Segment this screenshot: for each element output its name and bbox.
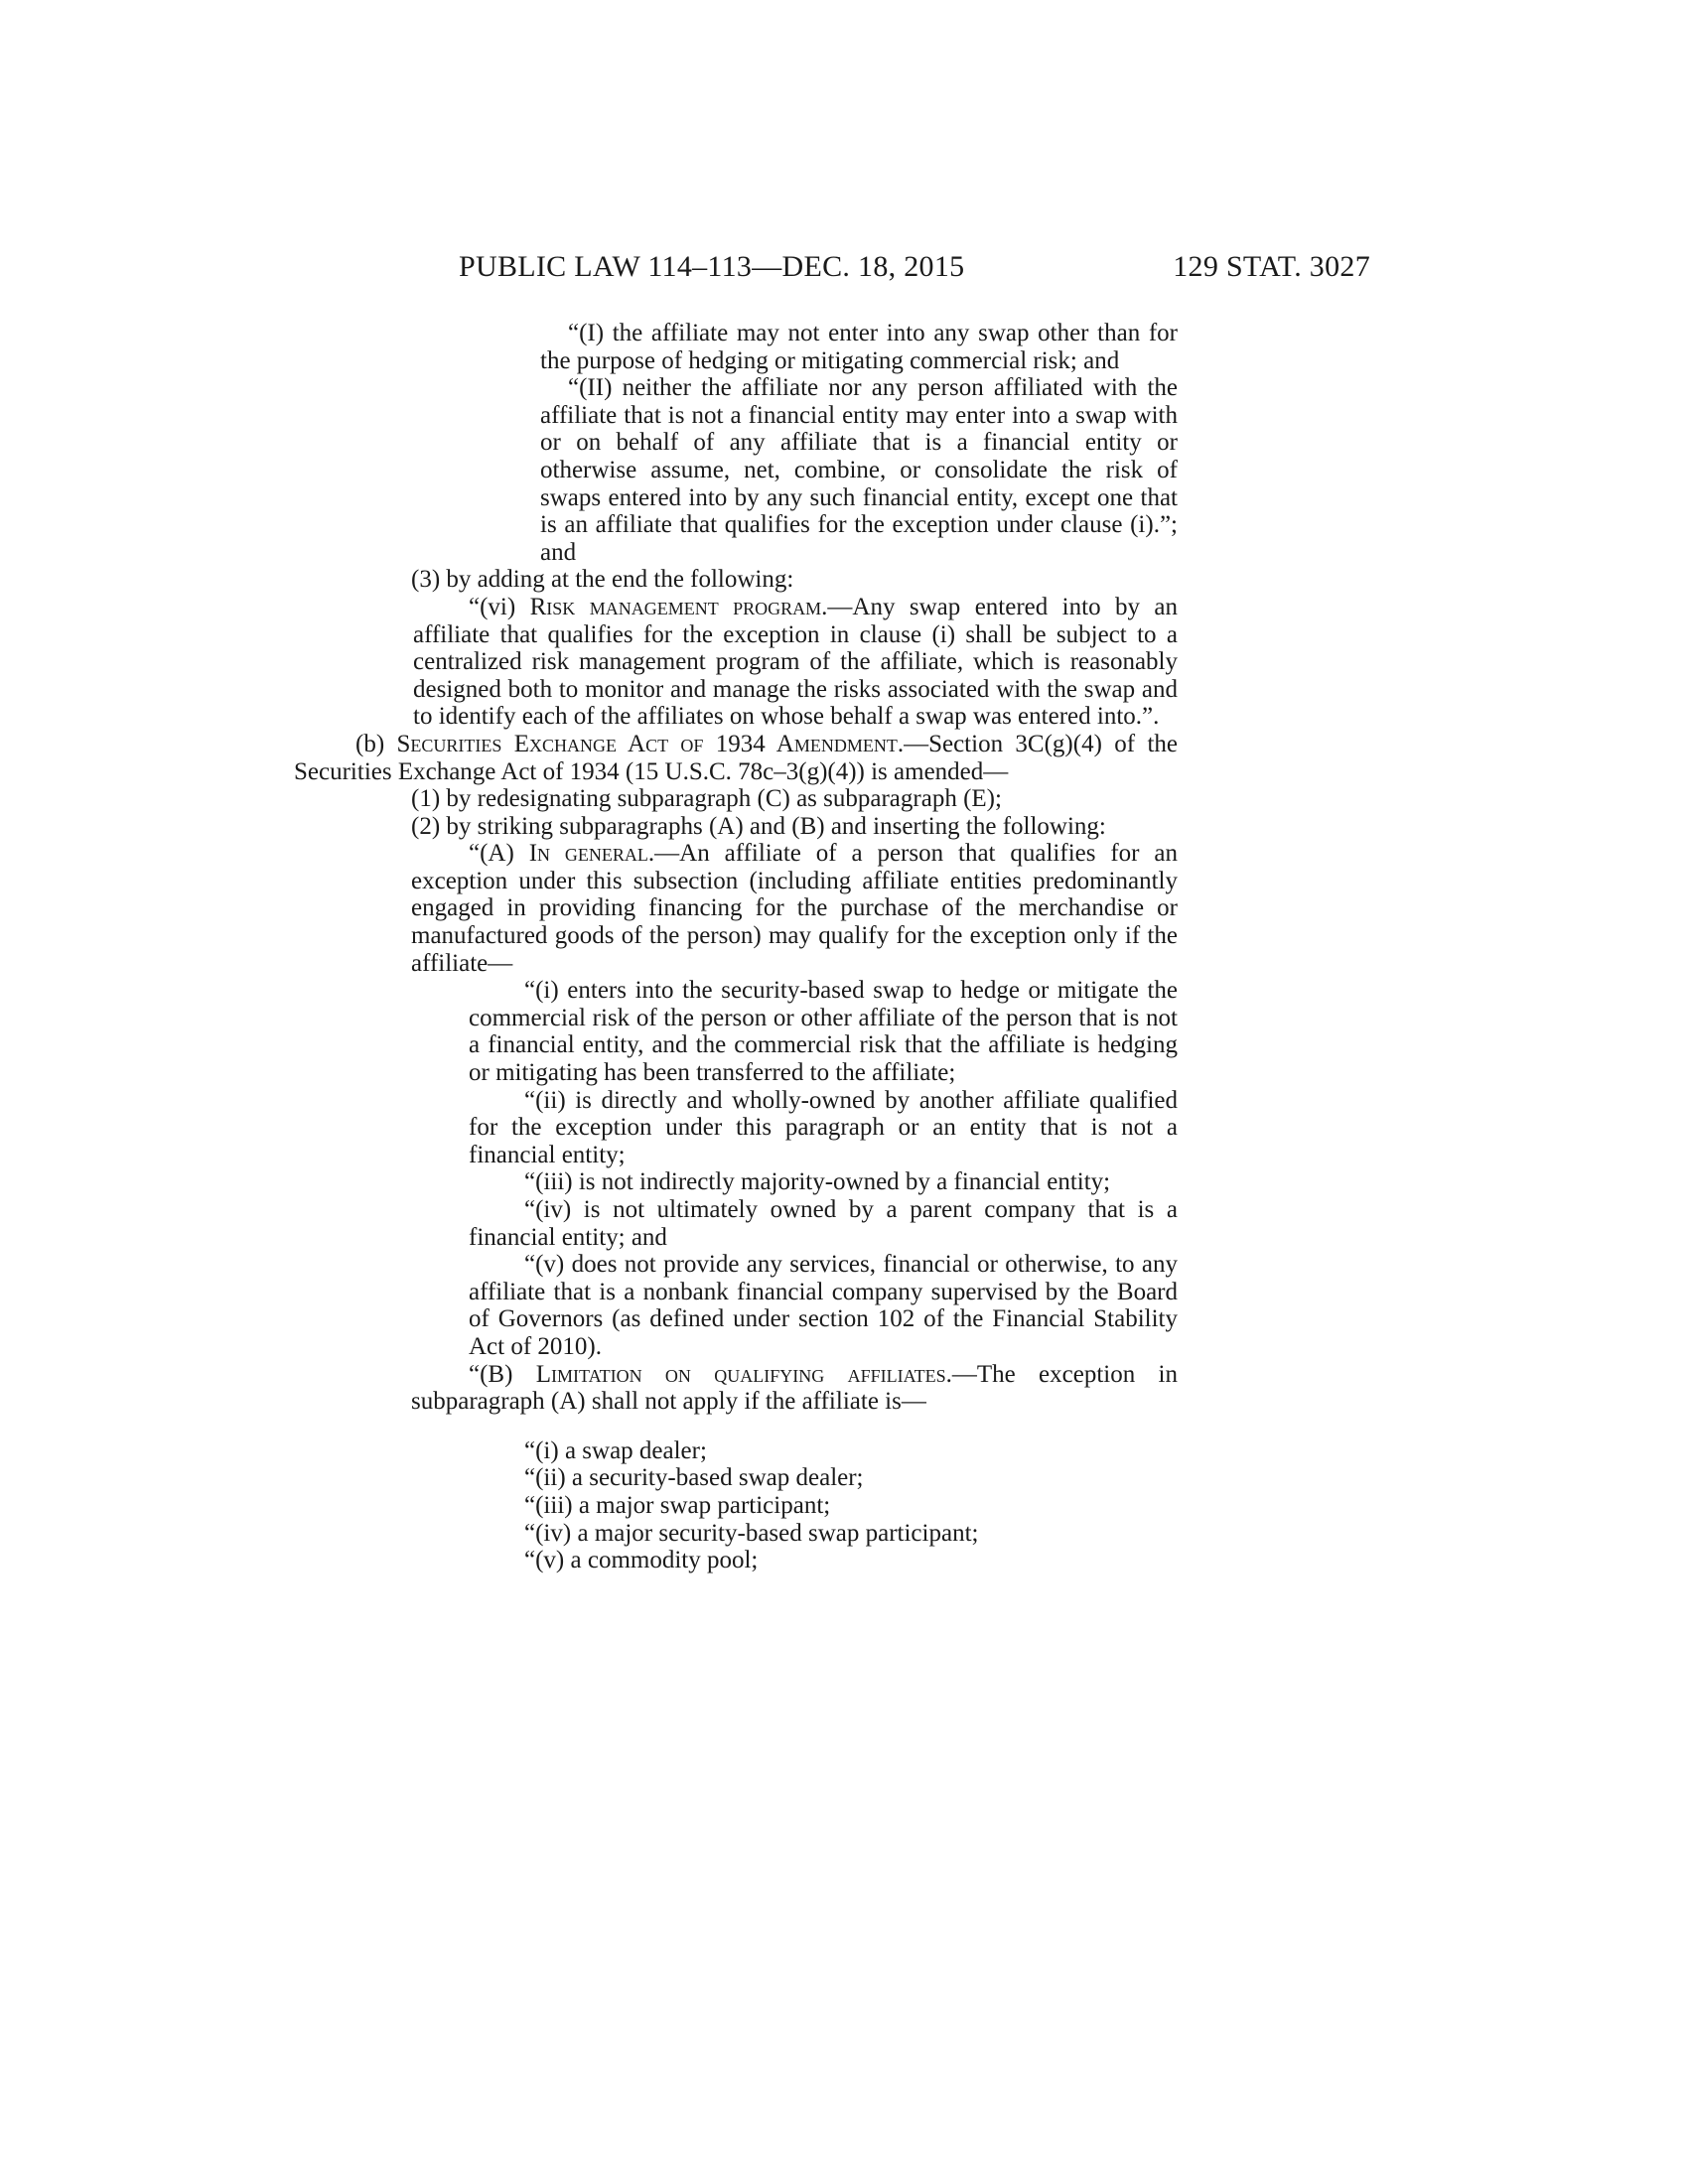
subsection-b-lead: (b) bbox=[355, 730, 397, 757]
list-item-ii: “(ii) a security-based swap dealer; bbox=[524, 1464, 864, 1492]
list-item-i: “(i) a swap dealer; bbox=[524, 1436, 707, 1464]
list-item-v: “(v) a commodity pool; bbox=[524, 1547, 759, 1574]
paragraph-3: (3) by adding at the end the following: bbox=[411, 566, 794, 594]
subparagraph-B-text: .—The exception in subparagraph (A) shall not apply if the affiliate is— bbox=[411, 1360, 1178, 1416]
subsection-b bbox=[294, 731, 1178, 785]
clause-i: “(i) enters into the security-based swap to hedge or mitigate the commercial risk of the person or other affiliate of the person that is not a financial entity, and the commercial risk that the affiliate is hedging or mitigating has been transferred to the affiliate; bbox=[469, 977, 1178, 1087]
subclause-II: “(II) neither the affiliate nor any person affiliated with the affiliate that is not a financial entity may enter into a swap with or on behalf of any affiliate that is a financial entity or otherwise assume, net, combine, or consolidate the risk of swaps entered into by any such financial entity, except one that is an affiliate that qualifies for the exception under clause (i).”; and bbox=[540, 374, 1178, 566]
clause-iv: “(iv) is not ultimately owned by a parent company that is a financial entity; and bbox=[469, 1196, 1178, 1251]
clause-vi-text: .—Any swap entered into by an affiliate that qualifies for the exception in clause (i) shall be subject to a centralized risk management program of the affiliate, which is reasonably designed both to monitor and manage the risks associated with the swap and to identify each of the affiliates on whose behalf a swap was entered into.”. bbox=[413, 593, 1179, 731]
running-header bbox=[459, 250, 1370, 290]
subparagraph-A-text: .—An affiliate of a person that qualifies for an exception under this subsection (including affiliate entities predominantly engaged in providing financing for the purchase of the merchandise or manufactured goods of the person) may qualify for the exception only if the affiliate— bbox=[411, 840, 1178, 977]
subparagraph-B-heading: Limitation on qualifying affiliates bbox=[535, 1360, 946, 1388]
clause-ii: “(ii) is directly and wholly-owned by another affiliate qualified for the exception under this paragraph or an entity that is not a financial entity; bbox=[469, 1086, 1178, 1168]
clause-vi-heading: Risk management program bbox=[529, 593, 822, 620]
subclause-I: “(I) the affiliate may not enter into any swap other than for the purpose of hedging or mitigating commercial risk; and bbox=[540, 320, 1178, 374]
subparagraph-A bbox=[411, 840, 1178, 977]
header-statute-page: 129 STAT. 3027 bbox=[1173, 250, 1370, 283]
subparagraph-A-heading: In general bbox=[528, 840, 648, 868]
header-law-citation: PUBLIC LAW 114–113—DEC. 18, 2015 bbox=[459, 250, 965, 283]
subparagraph-A-lead: “(A) bbox=[469, 840, 529, 868]
document-body bbox=[294, 320, 1178, 1574]
clause-vi-lead: “(vi) bbox=[469, 593, 530, 620]
clause-v: “(v) does not provide any services, financial or otherwise, to any affiliate that is a nonbank financial company supervised by the Board of Governors (as defined under section 102 of the Financial Stability Act of 2010). bbox=[469, 1251, 1178, 1360]
list-item-iv: “(iv) a major security-based swap participant; bbox=[524, 1519, 979, 1547]
list-item-iii: “(iii) a major swap participant; bbox=[524, 1491, 831, 1519]
paragraph-2: (2) by striking subparagraphs (A) and (B) and inserting the following: bbox=[411, 812, 1106, 840]
subsection-b-heading: Securities Exchange Act of 1934 Amendment bbox=[396, 730, 898, 757]
clause-vi bbox=[413, 594, 1178, 731]
subparagraph-B-lead: “(B) bbox=[469, 1360, 536, 1388]
clause-iii: “(iii) is not indirectly majority-owned by a financial entity; bbox=[524, 1168, 1111, 1196]
subparagraph-B bbox=[411, 1361, 1178, 1416]
paragraph-1: (1) by redesignating subparagraph (C) as subparagraph (E); bbox=[411, 785, 1002, 813]
spacer bbox=[294, 1416, 1178, 1437]
subsection-b-text: .—Section 3C(g)(4) of the Securities Exchange Act of 1934 (15 U.S.C. 78c–3(g)(4)) is amended— bbox=[294, 730, 1178, 785]
